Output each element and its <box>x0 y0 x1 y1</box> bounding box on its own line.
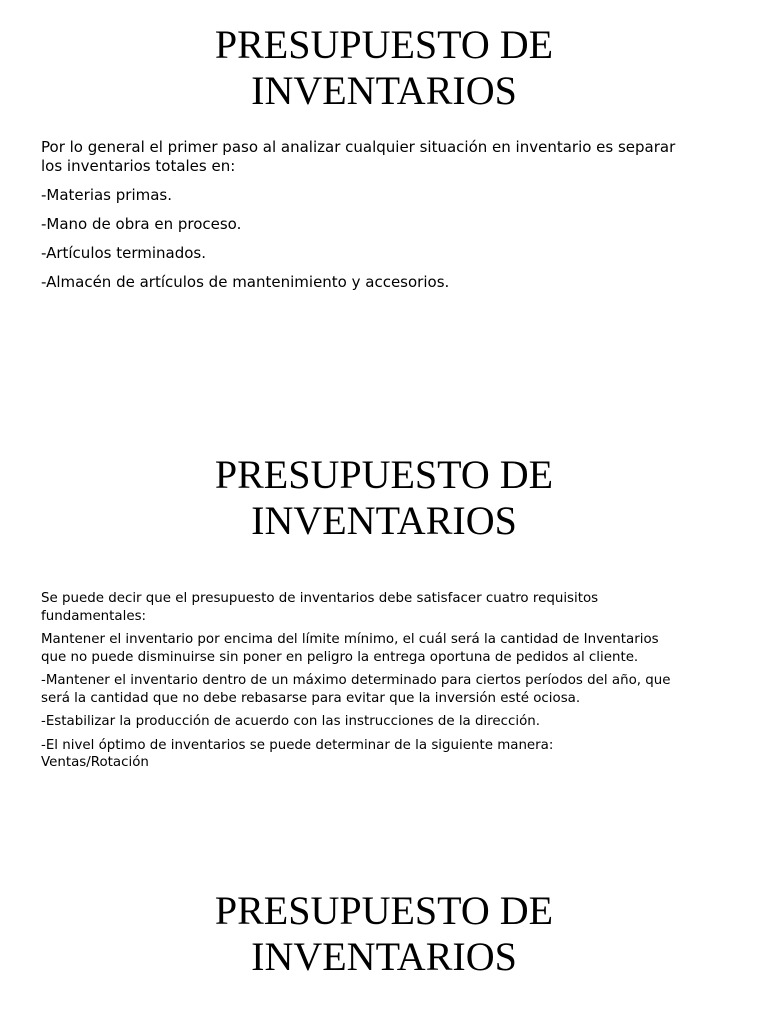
list-item: -Estabilizar la producción de acuerdo con las instrucciones de la dirección. <box>41 714 541 729</box>
slide-title <box>0 0 768 114</box>
slide-title <box>0 440 768 544</box>
title-line-1: PRESUPUESTO DE <box>214 888 554 933</box>
title-line-2: INVENTARIOS <box>251 498 517 543</box>
list-item: -El nivel óptimo de inventarios se puede determinar de la siguiente manera: <box>41 737 554 753</box>
slide-body <box>41 138 681 302</box>
title-line-2: INVENTARIOS <box>251 934 517 979</box>
slide-title <box>0 876 768 980</box>
title-line-1: PRESUPUESTO DE <box>214 22 554 67</box>
title-line-2: INVENTARIOS <box>251 68 517 113</box>
paragraph: Por lo general el primer paso al analizar cualquier situación en inventario es separar los inventarios totales en: <box>41 138 676 175</box>
list-item: -Materias primas. <box>41 186 173 204</box>
formula: Ventas/Rotación <box>41 755 149 770</box>
list-item: -Mano de obra en proceso. <box>41 215 242 233</box>
slide-1 <box>0 0 768 330</box>
list-item: -Mantener el inventario dentro de un máximo determinado para ciertos períodos del año, que será la cantidad que no debe rebasarse para evitar que la inversión esté ociosa. <box>41 673 671 706</box>
title-line-1: PRESUPUESTO DE <box>214 452 554 497</box>
list-item: -Almacén de artículos de mantenimiento y accesorios. <box>41 273 450 291</box>
paragraph: Se puede decir que el presupuesto de inventarios debe satisfacer cuatro requisitos fundamentales: <box>41 591 599 624</box>
slide-body <box>41 590 681 778</box>
slide-3 <box>0 876 768 1024</box>
slide-2 <box>0 440 768 840</box>
paragraph: Mantener el inventario por encima del límite mínimo, el cuál será la cantidad de Inventarios que no puede disminuirse sin poner en peligro la entrega oportuna de pedidos al cliente. <box>41 632 659 665</box>
list-item: -Artículos terminados. <box>41 244 207 262</box>
